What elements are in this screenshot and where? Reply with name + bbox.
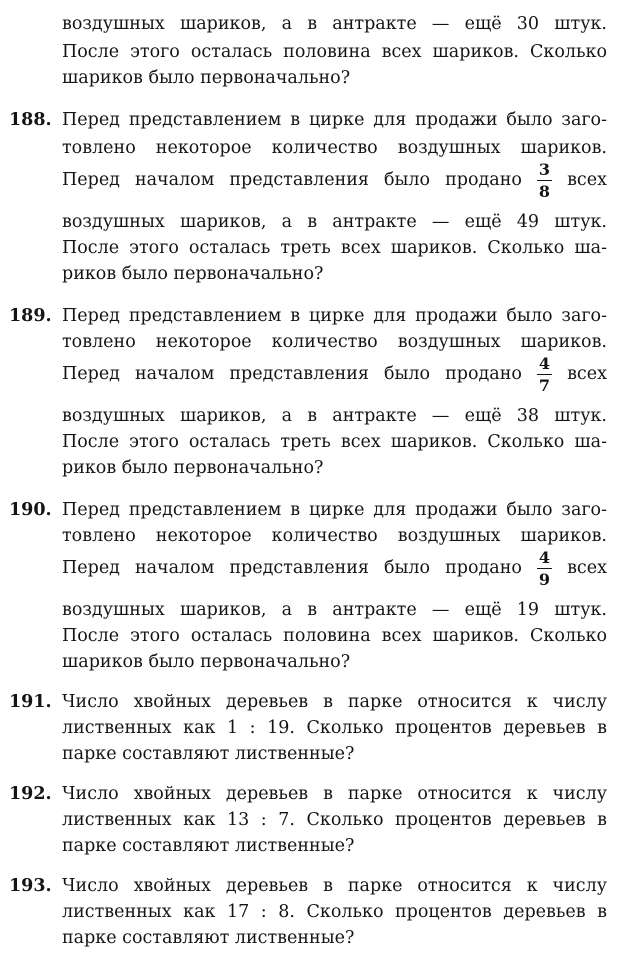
text-line: парке составляют лиственные? [62, 836, 355, 856]
text-line: товлено некоторое количество воздушных шариков. [62, 138, 607, 158]
problem-number: 190. [9, 500, 52, 520]
text-segment: всех [567, 364, 607, 384]
text-line: воздушных шариков, а в антракте — ещё 49 штук. [62, 212, 607, 232]
text-segment: Перед началом представления было продано [62, 558, 522, 578]
text-line: После этого осталась треть всех шариков. Сколько ша- [62, 432, 607, 452]
text-line: Число хвойных деревьев в парке относится к числу [62, 692, 607, 712]
text-line: После этого осталась половина всех шариков. Сколько [62, 42, 607, 62]
text-segment: Перед началом представления было продано [62, 170, 522, 190]
text-line: шариков было первоначально? [62, 68, 351, 88]
fraction [537, 548, 552, 589]
fraction-denominator: 9 [538, 570, 551, 589]
text-segment: Перед началом представления было продано [62, 364, 522, 384]
text-line: Перед представлением в цирке для продажи было заго- [62, 500, 607, 520]
fraction-line [62, 546, 607, 590]
text-line: товлено некоторое количество воздушных шариков. [62, 332, 607, 352]
fraction-denominator: 8 [538, 182, 551, 201]
text-line: После этого осталась треть всех шариков. Сколько ша- [62, 238, 607, 258]
text-line: Число хвойных деревьев в парке относится к числу [62, 876, 607, 896]
fraction-line [62, 158, 607, 202]
text-line: воздушных шариков, а в антракте — ещё 30 штук. [62, 14, 607, 34]
fraction-numerator: 4 [538, 354, 551, 373]
text-line: Число хвойных деревьев в парке относится к числу [62, 784, 607, 804]
text-line: парке составляют лиственные? [62, 928, 355, 948]
text-line: лиственных как 13 : 7. Сколько процентов деревьев в [62, 810, 607, 830]
text-line: парке составляют лиственные? [62, 744, 355, 764]
text-line: шариков было первоначально? [62, 652, 351, 672]
problem-number: 192. [9, 784, 52, 804]
text-segment: всех [567, 558, 607, 578]
fraction-numerator: 4 [538, 548, 551, 567]
problem-number: 188. [9, 110, 52, 130]
text-line: воздушных шариков, а в антракте — ещё 19 штук. [62, 600, 607, 620]
problem-number: 189. [9, 306, 52, 326]
text-line: лиственных как 17 : 8. Сколько процентов деревьев в [62, 902, 607, 922]
text-line: риков было первоначально? [62, 458, 324, 478]
fraction-numerator: 3 [538, 160, 551, 179]
text-line: товлено некоторое количество воздушных шариков. [62, 526, 607, 546]
text-line: риков было первоначально? [62, 264, 324, 284]
problem-number: 191. [9, 692, 52, 712]
fraction [537, 160, 552, 201]
text-line: Перед представлением в цирке для продажи было заго- [62, 306, 607, 326]
fraction-denominator: 7 [538, 376, 551, 395]
text-line: воздушных шариков, а в антракте — ещё 38 штук. [62, 406, 607, 426]
text-line: лиственных как 1 : 19. Сколько процентов деревьев в [62, 718, 607, 738]
text-segment: всех [567, 170, 607, 190]
problem-number: 193. [9, 876, 52, 896]
fraction-line [62, 352, 607, 396]
text-line: Перед представлением в цирке для продажи было заго- [62, 110, 607, 130]
text-line: После этого осталась половина всех шариков. Сколько [62, 626, 607, 646]
fraction [537, 354, 552, 395]
